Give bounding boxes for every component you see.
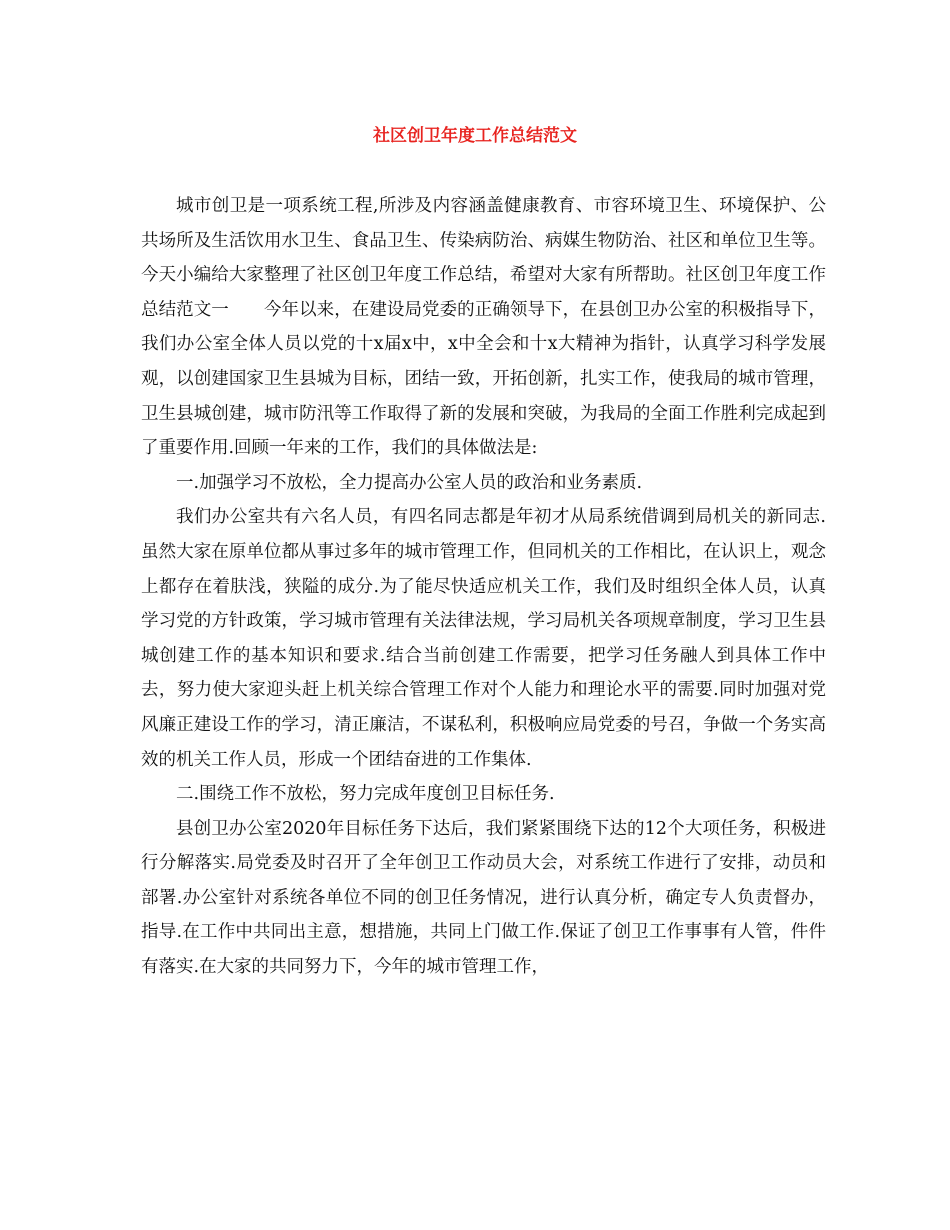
paragraph-heading-2: 二.围绕工作不放松，努力完成年度创卫目标任务. [176, 784, 555, 805]
paragraph-heading-1: 一.加强学习不放松，全力提高办公室人员的政治和业务素质. [176, 472, 643, 493]
document-title: 社区创卫年度工作总结范文 [373, 126, 577, 146]
document-body [141, 189, 826, 985]
paragraph-study: 我们办公室共有六名人员，有四名同志都是年初才从局系统借调到局机关的新同志.虽然大家在原单位都从事过多年的城市管理工作，但同机关的工作相比，在认识上，观念上都存在着肤浅，狭隘的成分.为了能尽快适应机关工作，我们及时组织全体人员，认真学习党的方针政策，学习城市管理有关法律法规，学习局机关各项规章制度，学习卫生县城创建工作的基本知识和要求.结合当前创建工作需要，把学习任务融人到具体工作中去，努力使大家迎头赶上机关综合管理工作对个人能力和理论水平的需要.同时加强对党风廉正建设工作的学习，清正廉洁，不谋私利，积极响应局党委的号召，争做一个务实高效的机关工作人员，形成一个团结奋进的工作集体. [141, 507, 826, 770]
paragraph-intro: 城市创卫是一项系统工程,所涉及内容涵盖健康教育、市容环境卫生、环境保护、公共场所及生活饮用水卫生、食品卫生、传染病防治、病媒生物防治、社区和单位卫生等。今天小编给大家整理了社区创卫年度工作总结，希望对大家有所帮助。社区创卫年度工作总结范文一 今年以来，在建设局党委的正确领导下，在县创卫办公室的积极指导下，我们办公室全体人员以党的十x届x中，x中全会和十x大精神为指针，认真学习科学发展观，以创建国家卫生县城为目标，团结一致，开拓创新，扎实工作，使我局的城市管理，卫生县城创建，城市防汛等工作取得了新的发展和突破，为我局的全面工作胜利完成起到了重要作用.回顾一年来的工作，我们的具体做法是: [141, 196, 826, 459]
paragraph-tasks: 县创卫办公室2020年目标任务下达后，我们紧紧围绕下达的12个大项任务，积极进行分解落实.局党委及时召开了全年创卫工作动员大会，对系统工作进行了安排，动员和部署.办公室针对系统各单位不同的创卫任务情况，进行认真分析，确定专人负责督办，指导.在工作中共同出主意，想措施，共同上门做工作.保证了创卫工作事事有人管，件件有落实.在大家的共同努力下，今年的城市管理工作， [141, 818, 826, 978]
